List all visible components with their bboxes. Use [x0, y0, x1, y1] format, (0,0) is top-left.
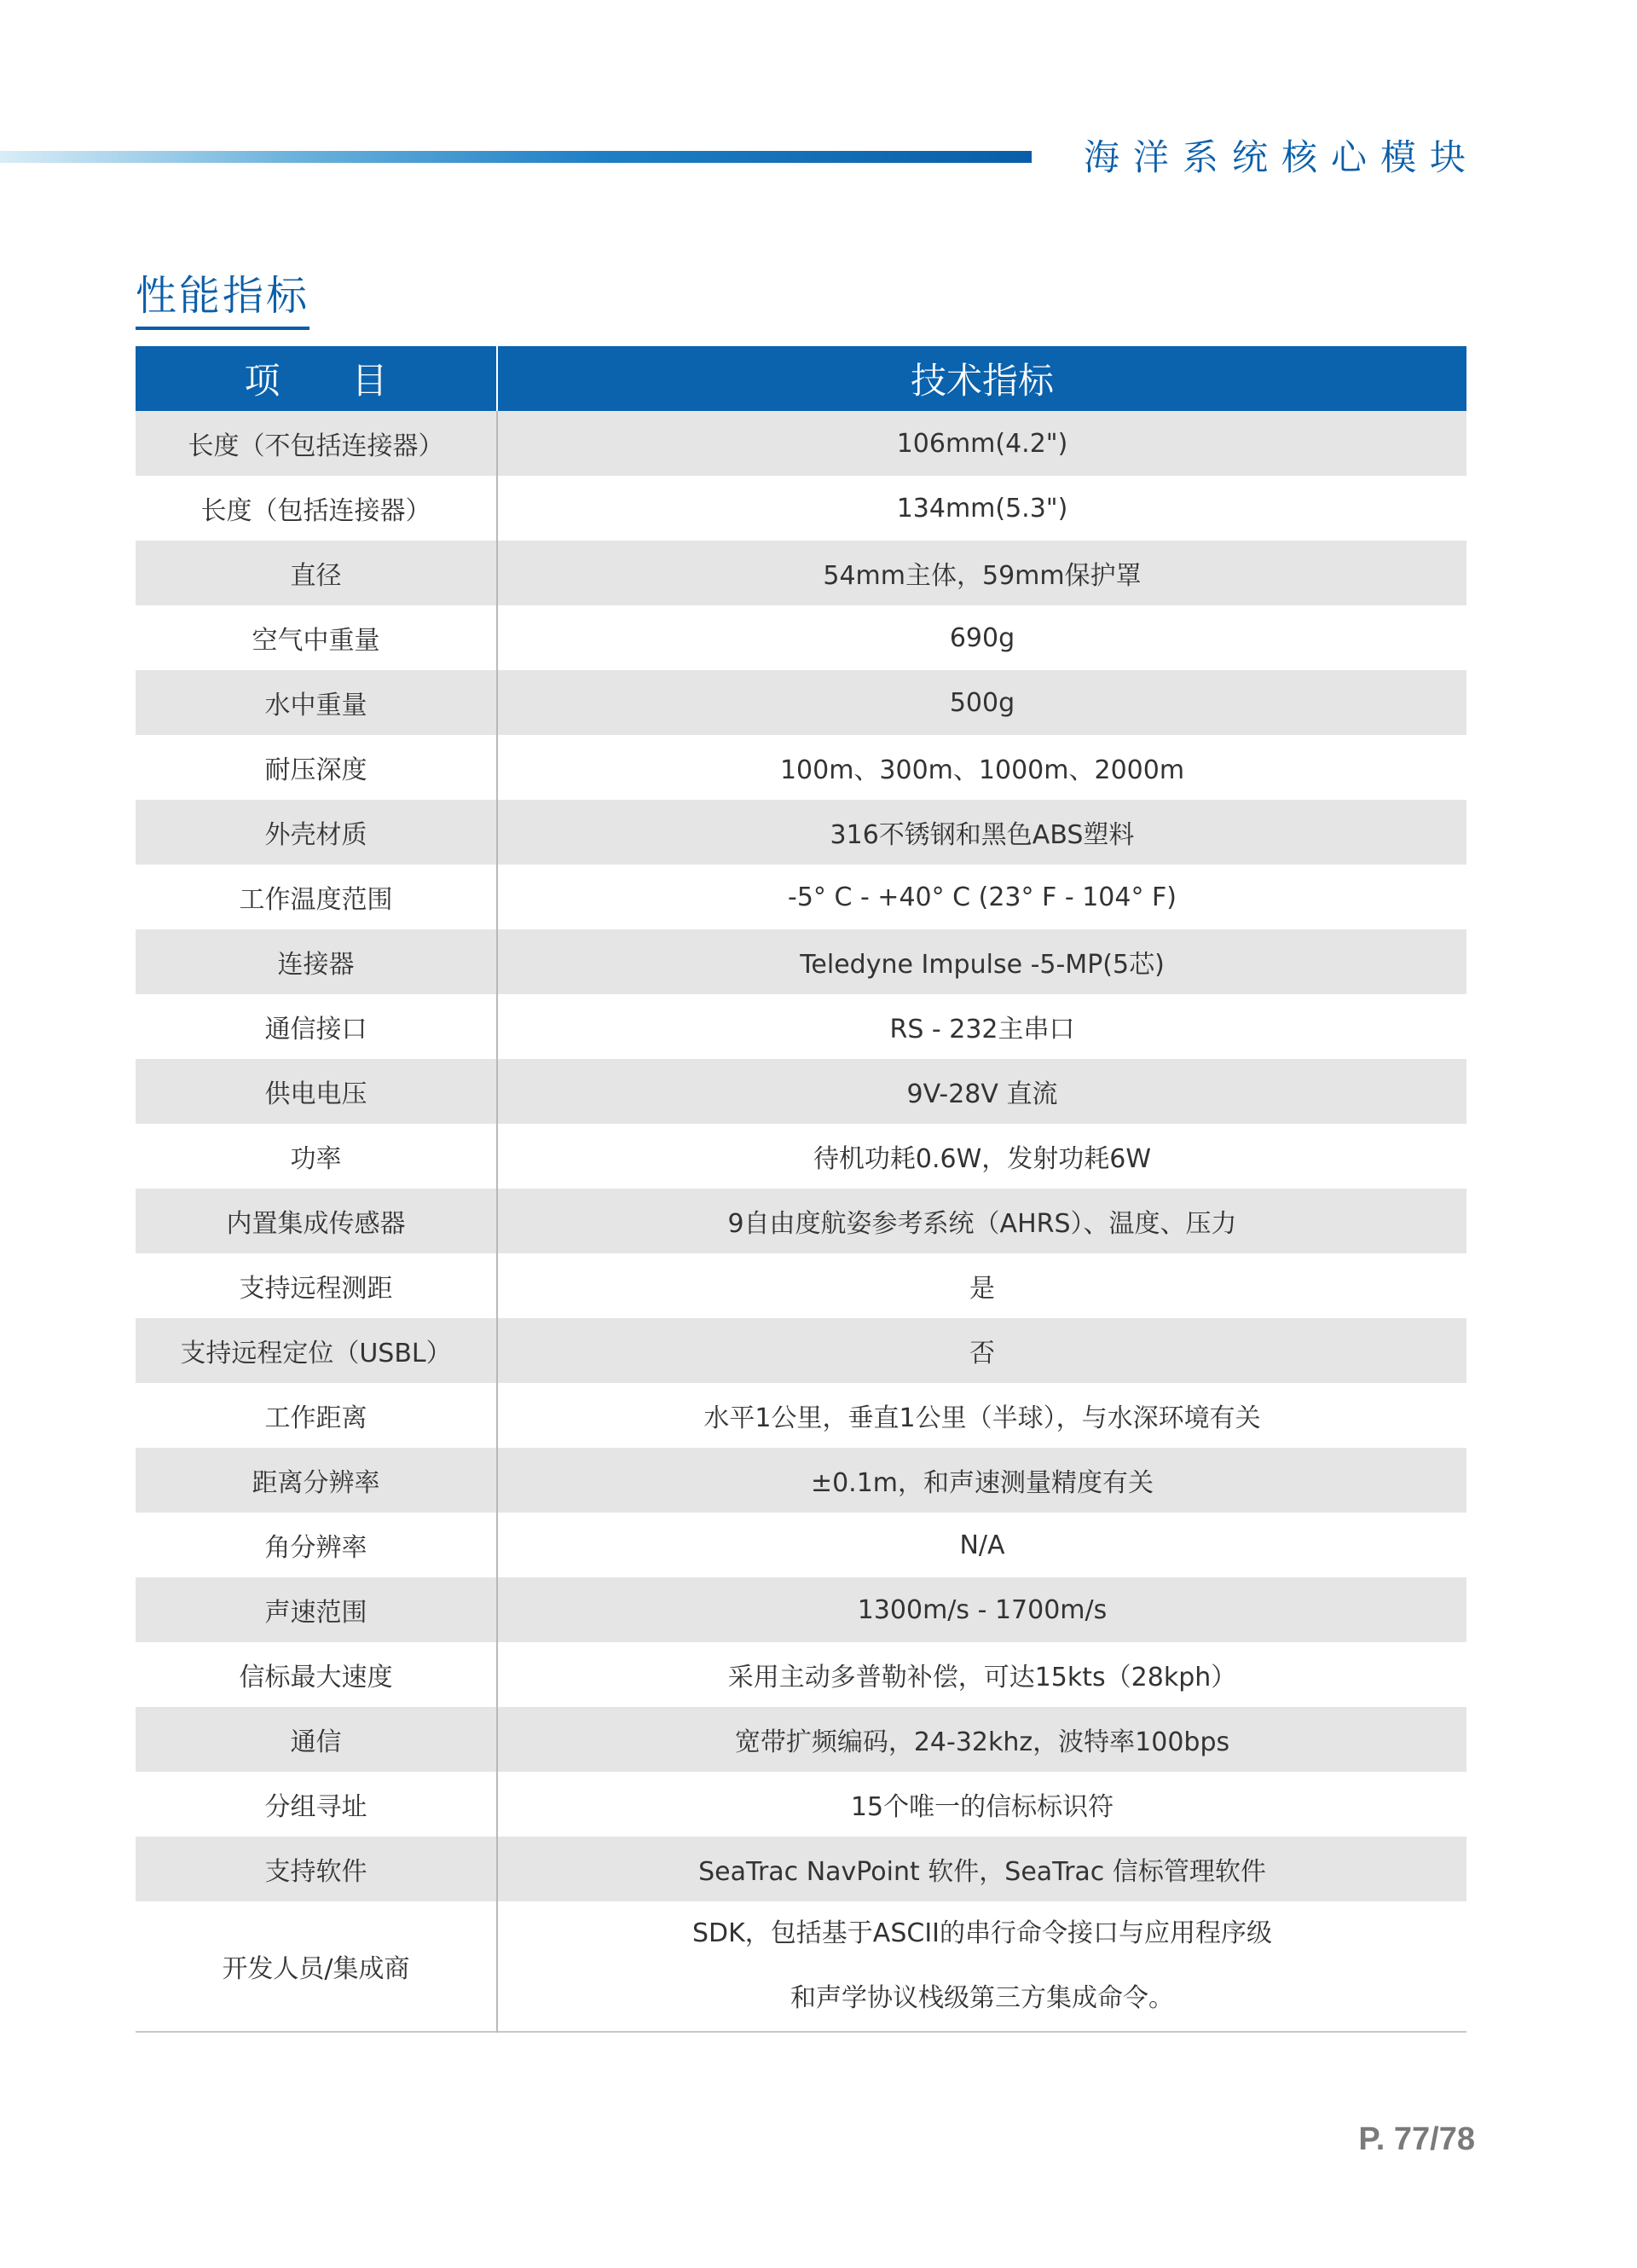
row-item: 长度（不包括连接器）	[136, 411, 497, 476]
table-row	[136, 1124, 1466, 1189]
table-row	[136, 411, 1466, 476]
section-name: 海洋系统核心模块	[1083, 136, 1479, 178]
row-spec: 1300m/s - 1700m/s	[497, 1577, 1466, 1642]
row-item: 角分辨率	[136, 1513, 497, 1577]
table-row	[136, 541, 1466, 605]
table-row	[136, 1253, 1466, 1318]
column-header-item: 项 目	[136, 346, 497, 411]
table-header-row	[136, 346, 1466, 411]
row-spec: 15个唯一的信标标识符	[850, 1792, 1114, 1822]
row-item: 信标最大速度	[136, 1642, 497, 1707]
row-spec-line: 和声学协议栈级第三方集成命令。	[790, 1983, 1174, 2013]
page-number: P. 77/78	[1358, 2121, 1475, 2157]
table-row	[136, 994, 1466, 1059]
row-spec: 9V-28V 直流	[497, 1059, 1466, 1124]
row-item: 支持远程定位（USBL）	[136, 1318, 497, 1383]
row-item: 支持远程测距	[136, 1253, 497, 1318]
table-row	[136, 1577, 1466, 1642]
row-spec: 54mm主体，59mm保护罩	[497, 541, 1466, 605]
spec-table	[136, 346, 1466, 2033]
table-row	[136, 1642, 1466, 1707]
table-row	[136, 1513, 1466, 1577]
row-item: 水中重量	[136, 670, 497, 735]
table-row	[136, 1772, 1466, 1837]
table-row	[136, 1901, 1466, 2032]
row-spec: N/A	[959, 1530, 1005, 1560]
row-item: 直径	[136, 541, 497, 605]
row-spec: 待机功耗0.6W，发射功耗6W	[813, 1144, 1152, 1174]
row-item: 工作距离	[136, 1383, 497, 1448]
row-item: 通信	[136, 1707, 497, 1772]
table-row	[136, 1059, 1466, 1124]
row-spec: 否	[497, 1318, 1466, 1383]
table-row	[136, 1837, 1466, 1901]
row-spec: RS - 232主串口	[889, 1015, 1075, 1044]
table-row	[136, 670, 1466, 735]
table-row	[136, 735, 1466, 800]
table-row	[136, 605, 1466, 670]
row-spec: -5° C - +40° C (23° F - 104° F)	[788, 882, 1177, 912]
row-spec: 是	[969, 1274, 995, 1304]
table-row	[136, 1318, 1466, 1383]
row-spec: Teledyne Impulse -5-MP(5芯)	[497, 929, 1466, 994]
row-spec: SeaTrac NavPoint 软件，SeaTrac 信标管理软件	[497, 1837, 1466, 1901]
row-spec	[497, 1901, 1466, 2032]
row-item: 供电电压	[136, 1059, 497, 1124]
row-item: 支持软件	[136, 1837, 497, 1901]
table-row	[136, 865, 1466, 929]
row-spec-line: SDK，包括基于ASCII的串行命令接口与应用程序级	[691, 1918, 1273, 1948]
row-spec: 100m、300m、1000m、2000m	[779, 755, 1185, 785]
table-row	[136, 1707, 1466, 1772]
table-row	[136, 476, 1466, 541]
row-spec: 水平1公里，垂直1公里（半球），与水深环境有关	[703, 1403, 1261, 1433]
row-item: 工作温度范围	[136, 865, 497, 929]
row-spec: 134mm(5.3")	[896, 493, 1068, 524]
table-row	[136, 929, 1466, 994]
row-spec: 采用主动多普勒补偿，可达15kts（28kph）	[727, 1663, 1237, 1692]
row-spec: 690g	[949, 622, 1015, 653]
row-spec: 9自由度航姿参考系统（AHRS）、温度、压力	[497, 1189, 1466, 1253]
table-row	[136, 1189, 1466, 1253]
header-gradient-bar	[0, 151, 1032, 163]
row-item: 空气中重量	[136, 605, 497, 670]
page-heading: 性能指标	[136, 263, 309, 330]
column-header-spec: 技术指标	[497, 346, 1466, 411]
table-row	[136, 1448, 1466, 1513]
row-item: 内置集成传感器	[136, 1189, 497, 1253]
table-row	[136, 800, 1466, 865]
row-item: 距离分辨率	[136, 1448, 497, 1513]
row-spec: 316不锈钢和黑色ABS塑料	[497, 800, 1466, 865]
row-item: 外壳材质	[136, 800, 497, 865]
row-item: 声速范围	[136, 1577, 497, 1642]
row-spec: 106mm(4.2")	[497, 411, 1466, 476]
row-item: 分组寻址	[136, 1772, 497, 1837]
table-row	[136, 1383, 1466, 1448]
row-item: 连接器	[136, 929, 497, 994]
row-spec: 宽带扩频编码，24-32khz，波特率100bps	[497, 1707, 1466, 1772]
row-spec: ±0.1m，和声速测量精度有关	[497, 1448, 1466, 1513]
row-item: 开发人员/集成商	[136, 1901, 497, 2032]
row-item: 通信接口	[136, 994, 497, 1059]
row-item: 功率	[136, 1124, 497, 1189]
row-item: 耐压深度	[136, 735, 497, 800]
row-spec: 500g	[497, 670, 1466, 735]
row-item: 长度（包括连接器）	[136, 476, 497, 541]
